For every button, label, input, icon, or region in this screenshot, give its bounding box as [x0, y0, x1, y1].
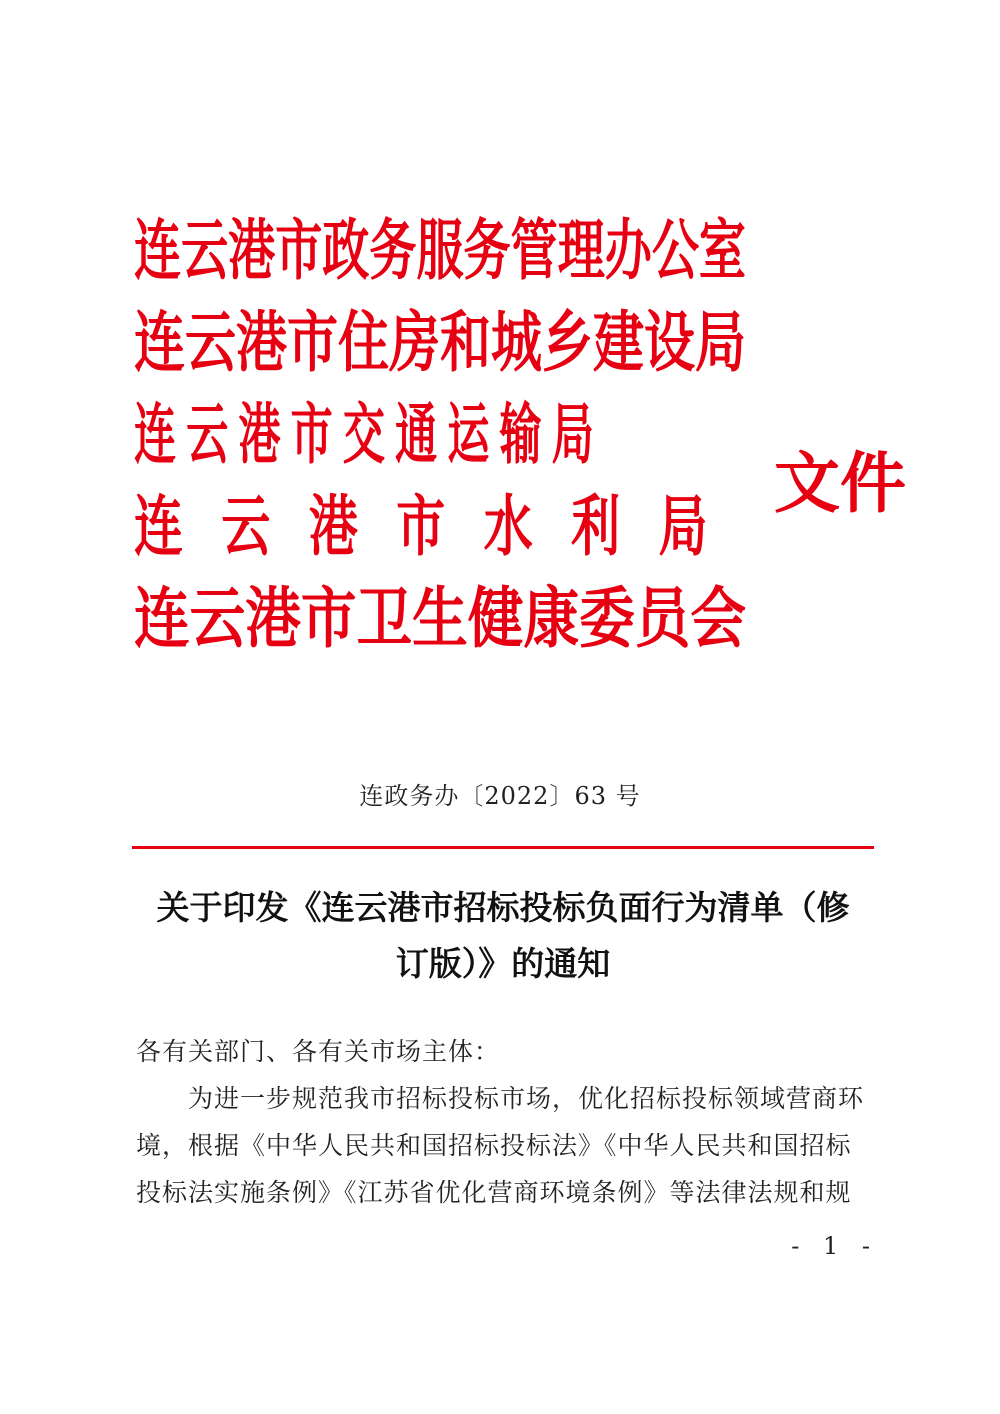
document-number: 连政务办〔2022〕63 号: [359, 782, 641, 810]
org-name-3: 连云港市交通运输局: [134, 395, 604, 473]
title-line-1: 关于印发《连云港市招标投标负面行为清单（修: [156, 888, 850, 927]
org-name-5: 连云港市卫生健康委员会: [134, 579, 746, 657]
body-line-2: 境，根据《中华人民共和国招标投标法》《中华人民共和国招标: [136, 1131, 852, 1160]
salutation: 各有关部门、各有关市场主体：: [136, 1037, 501, 1066]
file-word: 文件: [774, 444, 906, 522]
org-name-2: 连云港市住房和城乡建设局: [134, 303, 746, 381]
red-divider: [132, 846, 874, 849]
title-line-2: 订版）》的通知: [395, 944, 611, 983]
body-line-3: 投标法实施条例》《江苏省优化营商环境条例》等法律法规和规: [136, 1178, 852, 1207]
org-name-1: 连云港市政务服务管理办公室: [134, 211, 746, 289]
org-name-4: 连云港市水利局: [134, 487, 746, 565]
body-line-1: 为进一步规范我市招标投标市场，优化招标投标领域营商环: [188, 1084, 865, 1113]
page-number: - 1 -: [791, 1232, 878, 1260]
document-title: [132, 880, 874, 992]
